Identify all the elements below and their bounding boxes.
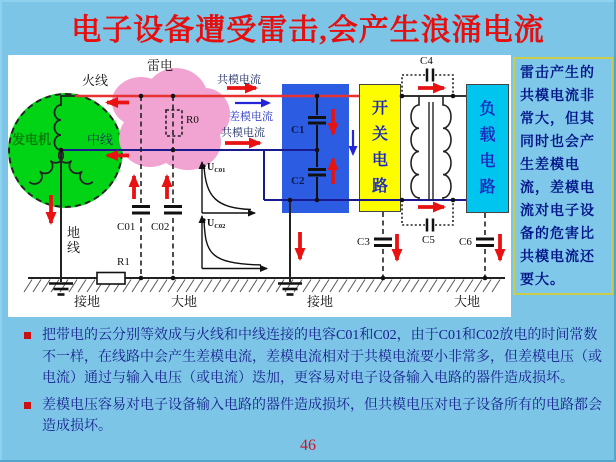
live-wire-label: 火线 xyxy=(82,73,109,88)
circuit-wires-svg xyxy=(8,55,511,317)
r0-resistor xyxy=(166,110,182,136)
r0-label: R0 xyxy=(186,114,199,126)
c6-label: C6 xyxy=(459,236,472,248)
bullet-text: 差模电压容易对电子设备输入电路的器件造成损坏，但共模电压对电子设备所有的电路都会造成损坏。 xyxy=(42,397,602,434)
load-circuit-label: 负载电路 xyxy=(479,100,496,196)
differential-mode-label: 差模电流 xyxy=(229,111,273,123)
c4-label: C4 xyxy=(420,55,433,67)
c2-label: C2 xyxy=(291,175,305,187)
side-note-text: 雷击产生的共模电流非常大，但其同时也会产生差模电流，差模电流对电子设备的危害比共模电流还要大。 xyxy=(520,66,595,288)
c5-plates xyxy=(427,219,433,232)
bullet-marker xyxy=(24,332,31,339)
neutral-wire-label: 中线 xyxy=(87,132,114,147)
c01-c02-plates xyxy=(132,207,182,214)
lightning-label: 雷电 xyxy=(147,58,174,73)
r1-label: R1 xyxy=(117,256,130,268)
transformer xyxy=(411,96,451,200)
page-number: 46 xyxy=(300,437,316,454)
r1-resistor xyxy=(97,273,125,285)
bullet-list xyxy=(24,325,608,443)
earth-right-label: 大地 xyxy=(454,294,481,309)
c02-label: C02 xyxy=(151,221,170,233)
common-mode-mid-label: 共模电流 xyxy=(221,127,265,139)
c3-label: C3 xyxy=(357,236,370,248)
uc01-axis-label: $U_{C01}$ xyxy=(207,162,226,174)
bullet-item xyxy=(24,395,608,438)
bullet-item xyxy=(24,325,608,390)
page-title: 电子设备遭受雷击,会产生浪涌电流 xyxy=(71,14,545,47)
c01-label: C01 xyxy=(117,221,136,233)
bullet-marker xyxy=(24,402,31,409)
c1-label: C1 xyxy=(291,124,305,136)
side-note-panel xyxy=(513,57,613,295)
c4-plates xyxy=(427,69,433,82)
junction-dots xyxy=(59,94,488,281)
common-mode-top-label: 共模电流 xyxy=(217,74,261,86)
c5-label: C5 xyxy=(422,234,435,246)
grounding-mid-label: 接地 xyxy=(307,294,334,309)
generator-label: 发电机 xyxy=(12,132,52,147)
uc02-axis-label: $U_{C02}$ xyxy=(207,218,226,230)
bullet-text: 把带电的云分别等效成与火线和中线连接的电容C01和C02，由于C01和C02放电的时间常数不一样，在线路中会产生差模电流，差模电流相对于共模电流要小非常多，但差模电压（或电流）通过与输入电压（或电流）迭加，更容易对电子设备输入电路的器件造成损坏。 xyxy=(42,328,602,386)
circuit-diagram xyxy=(8,55,511,317)
switch-circuit-label: 开关电路 xyxy=(371,100,388,195)
earth-left-label: 大地 xyxy=(171,294,198,309)
grounding-left-label: 接地 xyxy=(74,294,101,309)
ground-wire-label: 地线 xyxy=(67,225,81,255)
